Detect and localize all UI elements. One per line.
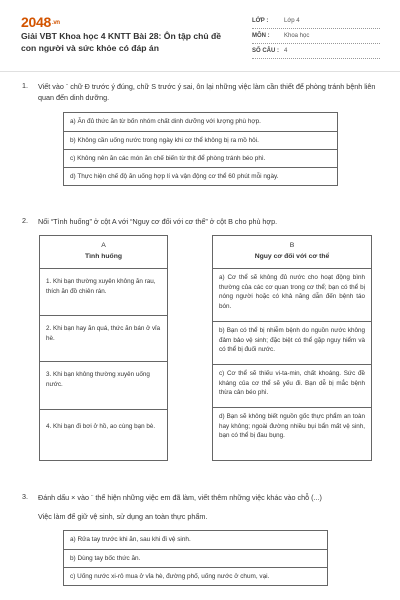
site-logo[interactable] xyxy=(21,14,60,30)
q2-text: Nối “Tình huống” ở cột A với “Nguy cơ đối với cơ thể” ở cột B cho phù hợp. xyxy=(38,217,278,226)
logo-text: 2048 xyxy=(21,14,51,30)
meta-count-value: 4 xyxy=(284,48,288,54)
page-header xyxy=(0,0,400,72)
q1-text: Viết vào ¨ chữ Đ trước ý đúng, chữ S trước ý sai, ôn lại những việc làm cần thiết để phòng tránh bệnh liên quan đến dinh dưỡng. xyxy=(38,82,376,102)
situation-1[interactable]: 1. Khi bạn thường xuyên không ăn rau, thích ăn đồ chiên rán. xyxy=(46,278,156,295)
q1-option-a[interactable]: a) Ăn đủ thức ăn từ bốn nhóm chất dinh dưỡng với lượng phù hợp. xyxy=(70,118,261,125)
risk-d[interactable]: d) Bạn sẽ không biết nguồn gốc thực phẩm an toàn hay không; ngoài đường nhiều bụi bẩn mất vệ sinh, bạn có thể bị đau bụng. xyxy=(213,407,371,460)
meta-grade xyxy=(252,14,380,29)
q3-options xyxy=(63,530,328,586)
meta-grade-label: LỚP : xyxy=(252,18,269,24)
column-b-label: B xyxy=(289,242,295,249)
risk-a[interactable]: a) Cơ thể sẽ không đủ nước cho hoạt động bình thường của các cơ quan trong cơ thể; bạn có thể bị nóng người hoặc có khả năng dẫn đến bệnh táo bón. xyxy=(219,274,365,310)
column-a xyxy=(39,235,168,461)
meta-subject-label: MÔN : xyxy=(252,33,270,39)
page-title: Giải VBT Khoa học 4 KNTT Bài 28: Ôn tập chủ đề con người và sức khỏe có đáp án xyxy=(21,31,222,53)
q1-option-c[interactable]: c) Không nên ăn các món ăn chế biến từ thịt để phòng tránh béo phì. xyxy=(64,149,337,167)
logo-suffix: .vn xyxy=(51,20,60,27)
situation-2[interactable]: 2. Khi bạn hay ăn quá, thức ăn bán ở vỉa hè. xyxy=(40,315,167,361)
column-b xyxy=(212,235,372,461)
meta-count-label: SỐ CÂU : xyxy=(252,48,279,54)
q1-option-d[interactable]: d) Thực hiện chế độ ăn uống hợp lí và vận động cơ thể 60 phút mỗi ngày. xyxy=(64,167,337,185)
q3-subtext: Việc làm để giữ vệ sinh, sử dụng an toàn thực phẩm. xyxy=(38,512,208,521)
column-b-header xyxy=(213,236,371,269)
q3-number: 3. xyxy=(22,492,28,501)
column-a-header xyxy=(40,236,167,269)
situation-3[interactable]: 3. Khi bạn không thường xuyên uống nước. xyxy=(40,361,167,409)
risk-c[interactable]: c) Cơ thể sẽ thiếu vi-ta-min, chất khoáng. Sức đề kháng của cơ thể sẽ yếu đi. Bạn dễ bị mắc bệnh thừa cân béo phì. xyxy=(213,364,371,407)
q1-option-b[interactable]: b) Không cần uống nước trong ngày khi cơ thể không bị ra mồ hôi. xyxy=(64,131,337,149)
column-b-title: Nguy cơ đối với cơ thể xyxy=(254,253,330,260)
column-a-label: A xyxy=(101,242,106,249)
situation-4[interactable]: 4. Khi bạn đi bơi ở hồ, ao cùng bạn bè. xyxy=(40,409,167,460)
header-divider xyxy=(0,71,400,72)
meta-grade-value: Lớp 4 xyxy=(284,18,300,24)
meta-count xyxy=(252,44,380,59)
risk-b[interactable]: b) Bạn có thể bị nhiễm bệnh do nguồn nước không đảm bảo vệ sinh; đặc biệt có thể gặp nguy hiểm và có thể bị đuối nước. xyxy=(213,321,371,364)
meta-subject xyxy=(252,29,380,44)
meta-subject-value: Khoa học xyxy=(284,33,310,39)
q1-options xyxy=(63,112,338,186)
column-a-title: Tình huống xyxy=(85,253,122,260)
q2-number: 2. xyxy=(22,216,28,225)
q1-number: 1. xyxy=(22,81,28,90)
q3-option-c[interactable]: c) Uống nước xi-rô mua ở vỉa hè, đường phố, uống nước ở chum, vại. xyxy=(64,567,327,585)
q3-option-b[interactable]: b) Dùng tay bốc thức ăn. xyxy=(64,549,327,567)
q3-text: Đánh dấu × vào ¨ thể hiện những việc em đã làm, viết thêm những việc khác vào chỗ (...) xyxy=(38,493,322,502)
q3-option-a[interactable]: a) Rửa tay trước khi ăn, sau khi đi vệ sinh. xyxy=(70,536,191,543)
